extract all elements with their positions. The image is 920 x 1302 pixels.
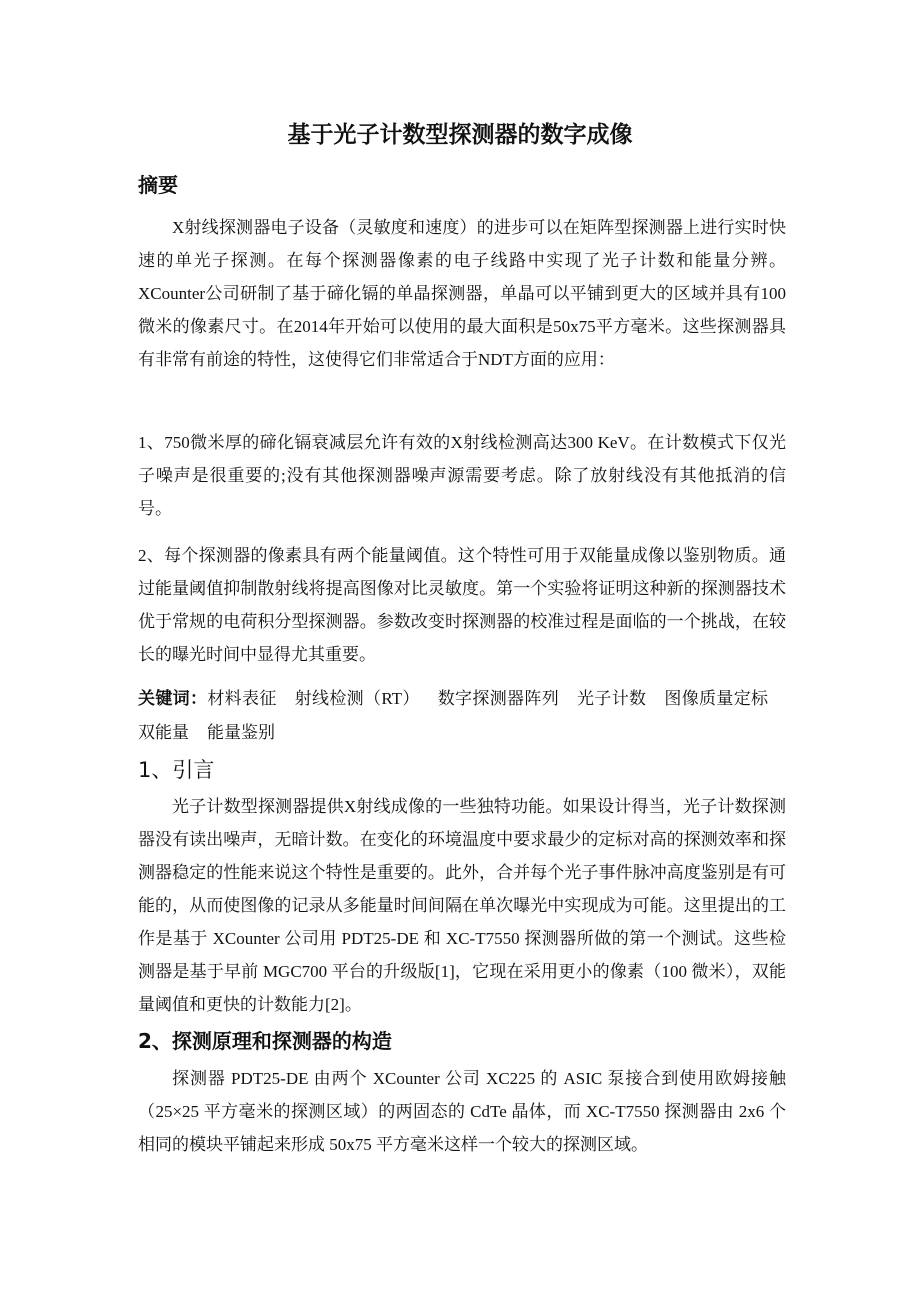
keywords-label: 关键词：	[138, 689, 208, 709]
keyword-item: 双能量	[138, 723, 189, 742]
keyword-item: 数字探测器阵列	[437, 689, 560, 708]
keyword-item: 射线检测（RT）	[294, 689, 420, 708]
keyword-item: 能量鉴别	[207, 723, 275, 742]
document-title: 基于光子计数型探测器的数字成像	[287, 122, 633, 148]
section-2-heading: 2、探测原理和探测器的构造	[138, 1029, 392, 1053]
section-2-paragraph: 探测器 PDT25-DE 由两个 XCounter 公司 XC225 的 ASIC 泵接合到使用欧姆接触（25×25 平方毫米的探测区域）的两固态的 CdTe 晶体，而 XC-T7550 探测器由 2x6 个相同的模块平铺起来形成 50x75 平方毫米这样一个较大的探测区域。	[138, 1069, 786, 1154]
section-1-heading: 1、引言	[138, 758, 215, 782]
keyword-item: 图像质量定标	[664, 689, 769, 708]
keyword-item: 光子计数	[577, 689, 647, 708]
abstract-paragraph-1: X射线探测器电子设备（灵敏度和速度）的进步可以在矩阵型探测器上进行实时快速的单光子探测。在每个探测器像素的电子线路中实现了光子计数和能量分辨。XCounter公司研制了基于碲化镉的单晶探测器，单晶可以平铺到更大的区域并具有100微米的像素尺寸。在2014年开始可以使用的最大面积是50x75平方毫米。这些探测器具有非常有前途的特性，这使得它们非常适合于NDT方面的应用：	[138, 218, 786, 369]
section-1-paragraph: 光子计数型探测器提供X射线成像的一些独特功能。如果设计得当，光子计数探测器没有读出噪声，无暗计数。在变化的环境温度中要求最少的定标对高的探测效率和探测器稳定的性能来说这个特性是重要的。此外，合并每个光子事件脉冲高度鉴别是有可能的，从而使图像的记录从多能量时间间隔在单次曝光中实现成为可能。这里提出的工作是基于 XCounter 公司用 PDT25-DE 和 XC-T7550 探测器所做的第一个测试。这些检测器是基于早前 MGC700 平台的升级版[1]，它现在采用更小的像素（100 微米），双能量阈值和更快的计数能力[2]。	[138, 797, 786, 1014]
keyword-item: 材料表征	[207, 689, 277, 708]
keywords	[138, 682, 786, 749]
abstract-paragraph-3: 2、每个探测器的像素具有两个能量阈值。这个特性可用于双能量成像以鉴别物质。通过能量阈值抑制散射线将提高图像对比灵敏度。第一个实验将证明这种新的探测器技术优于常规的电荷积分型探测器。参数改变时探测器的校准过程是面临的一个挑战，在较长的曝光时间中显得尤其重要。	[138, 546, 786, 664]
abstract-heading: 摘要	[138, 173, 178, 197]
abstract-paragraph-2: 1、750微米厚的碲化镉衰减层允许有效的X射线检测高达300 KeV。在计数模式下仅光子噪声是很重要的;没有其他探测器噪声源需要考虑。除了放射线没有其他抵消的信号。	[138, 433, 786, 518]
